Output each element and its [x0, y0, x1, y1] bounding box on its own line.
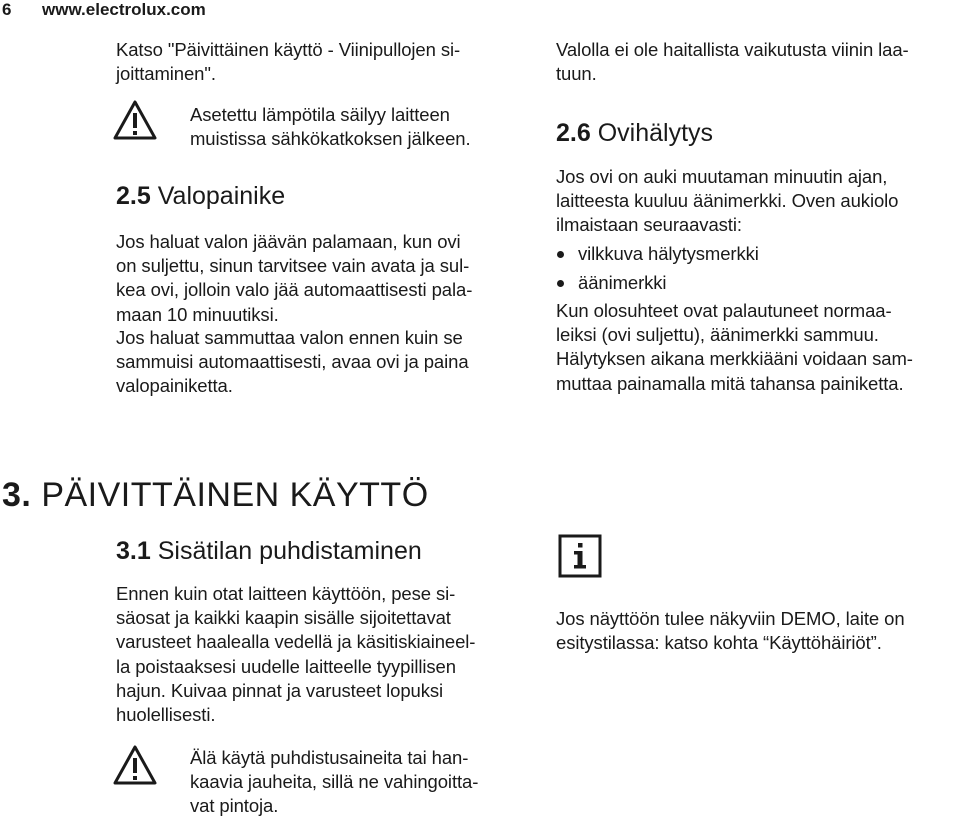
- text-line: ilmaistaan seuraavasti:: [556, 214, 742, 236]
- text-line: Jos ovi on auki muutaman minuutin ajan,: [556, 166, 888, 187]
- text-line: sammuisi automaattisesti, avaa ovi ja paina: [116, 351, 469, 373]
- text-line: Kun olosuhteet ovat palautuneet normaa-: [556, 300, 892, 321]
- text-line: joittaminen".: [116, 63, 216, 85]
- paragraph: [556, 38, 909, 86]
- text-line: hajun. Kuivaa pinnat ja varusteet lopuksi: [116, 679, 444, 701]
- section-heading-2-6: [556, 118, 713, 148]
- warning-text-2: [190, 746, 478, 819]
- text-line: huolellisesti.: [116, 704, 216, 726]
- text-line: maan 10 minuutiksi.: [116, 303, 279, 325]
- info-text: [556, 607, 905, 655]
- text-line: Asetettu lämpötila säilyy laitteen: [190, 104, 450, 125]
- bullet-list: [556, 242, 759, 295]
- text-line: valopainiketta.: [116, 375, 233, 397]
- text-line: la poistaaksesi uudelle laitteelle tyypillisen: [116, 655, 456, 677]
- text-line: tuun.: [556, 63, 597, 85]
- warning-text-1: [190, 103, 471, 151]
- chapter-heading: [2, 475, 429, 515]
- text-line: Hälytyksen aikana merkkiääni voidaan sam-: [556, 348, 913, 370]
- paragraph: [556, 299, 913, 396]
- text-line: muistissa sähkökatkoksen jälkeen.: [190, 128, 471, 150]
- section-number: 2.6: [556, 119, 591, 147]
- text-line: Valolla ei ole haitallista vaikutusta viinin laa-: [556, 39, 909, 60]
- chapter-title: PÄIVITTÄINEN KÄYTTÖ: [41, 476, 429, 514]
- section-heading-2-5: [116, 181, 285, 211]
- text-line: Ennen kuin otat laitteen käyttöön, pese si-: [116, 583, 456, 604]
- chapter-number: 3.: [2, 476, 32, 514]
- text-line: Jos näyttöön tulee näkyviin DEMO, laite on: [556, 608, 905, 629]
- info-icon: [558, 534, 602, 583]
- paragraph: [556, 165, 898, 238]
- text-line: varusteet haalealla vedellä ja käsitiskiaineel-: [116, 631, 476, 653]
- page-number: 6: [2, 0, 12, 19]
- section-number: 3.1: [116, 537, 151, 565]
- intro-text: [116, 38, 460, 86]
- paragraph: [116, 326, 469, 399]
- site-url: www.electrolux.com: [42, 0, 206, 19]
- paragraph: [116, 582, 475, 727]
- section-heading-3-1: [116, 536, 422, 566]
- text-line: säosat ja kaikki kaapin sisälle sijoitettavat: [116, 607, 451, 629]
- section-title: Valopainike: [157, 182, 286, 210]
- text-line: esitystilassa: katso kohta “Käyttöhäiriöt”.: [556, 632, 882, 654]
- warning-icon: [112, 99, 158, 146]
- text-line: Jos haluat valon jäävän palamaan, kun ovi: [116, 231, 461, 252]
- text-line: laitteesta kuuluu äänimerkki. Oven aukiolo: [556, 190, 899, 212]
- list-item: äänimerkki: [556, 271, 759, 295]
- warning-icon: [112, 744, 158, 791]
- section-title: Ovihälytys: [597, 119, 714, 147]
- list-item: vilkkuva hälytysmerkki: [556, 242, 759, 266]
- section-title: Sisätilan puhdistaminen: [157, 537, 422, 565]
- text-line: on suljettu, sinun tarvitsee vain avata ja sul-: [116, 255, 470, 277]
- section-number: 2.5: [116, 182, 151, 210]
- text-line: kea ovi, jolloin valo jää automaattisesti pala-: [116, 279, 473, 301]
- text-line: kaavia jauheita, sillä ne vahingoitta-: [190, 771, 479, 793]
- text-line: Älä käytä puhdistusaineita tai han-: [190, 747, 469, 768]
- text-line: muttaa painamalla mitä tahansa painiketta.: [556, 372, 904, 394]
- text-line: Katso "Päivittäinen käyttö - Viinipullojen si-: [116, 39, 461, 60]
- text-line: leiksi (ovi suljettu), äänimerkki sammuu.: [556, 324, 879, 346]
- text-line: Jos haluat sammuttaa valon ennen kuin se: [116, 327, 463, 348]
- paragraph: [116, 230, 472, 327]
- text-line: vat pintoja.: [190, 795, 279, 817]
